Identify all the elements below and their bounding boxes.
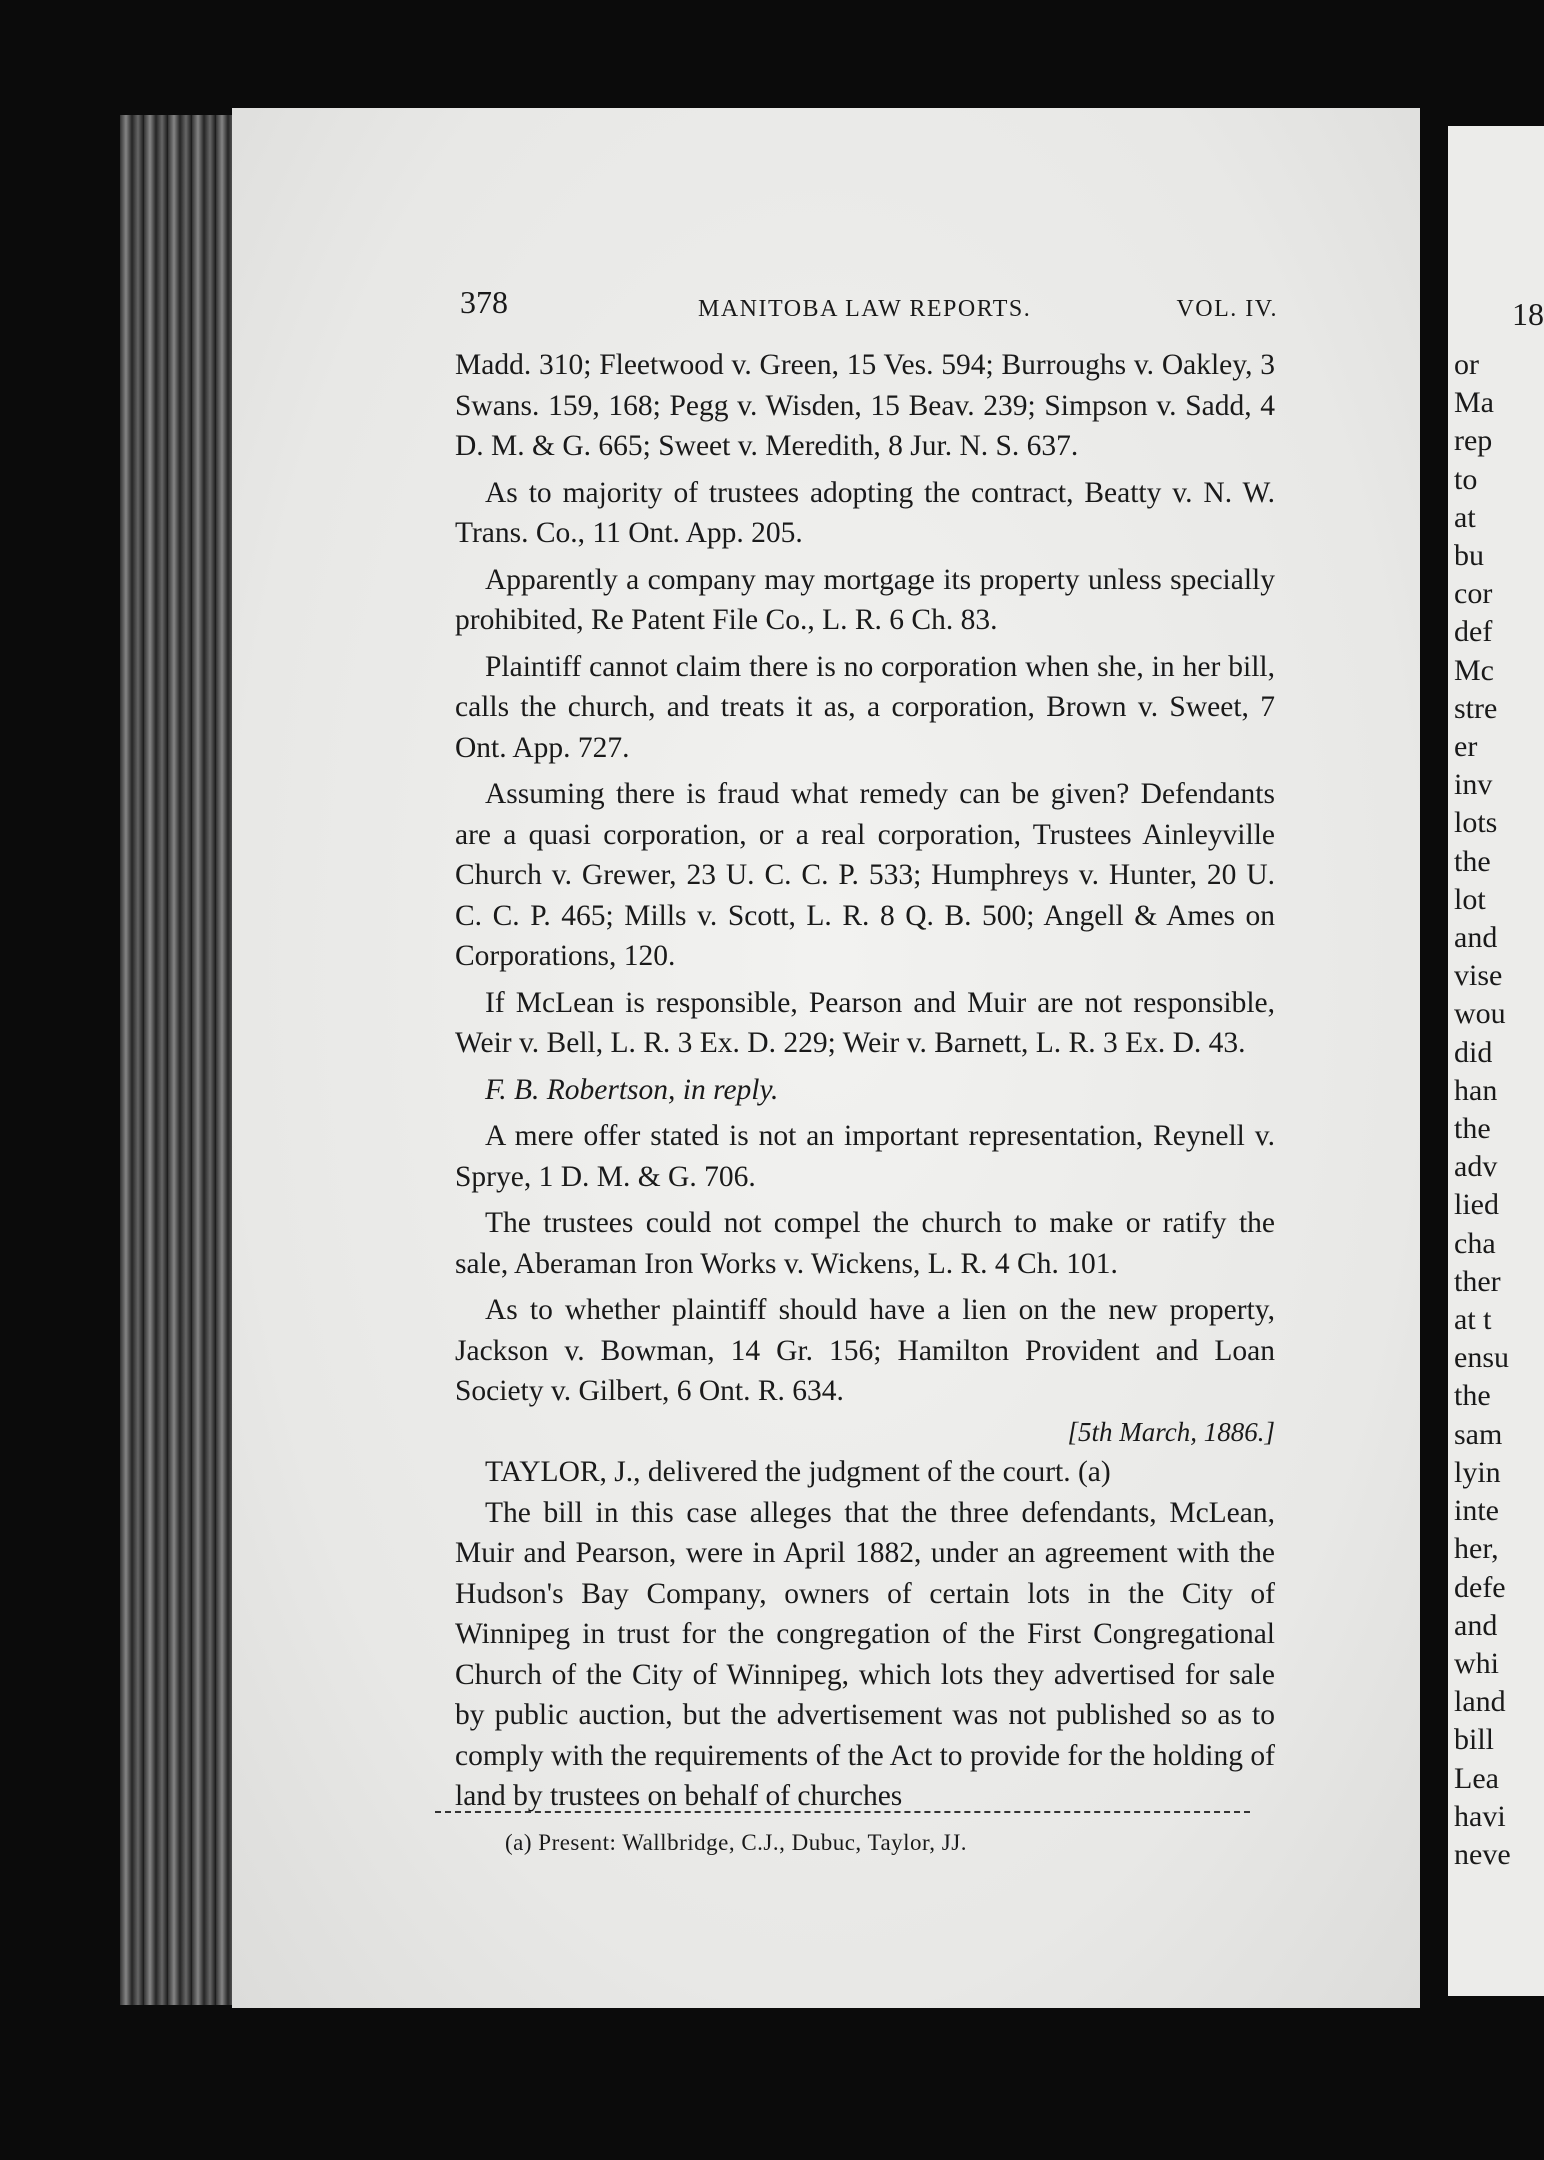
page-body: [455, 345, 1275, 1817]
argument-paragraph: Plaintiff cannot claim there is no corporation when she, in her bill, calls the church, and treats it as, a corporation, Brown v. Sweet, 7 Ont. App. 727.: [455, 650, 1275, 764]
facing-line-fragment: adv: [1454, 1150, 1498, 1184]
facing-line-fragment: whi: [1454, 1646, 1499, 1680]
facing-line-fragment: and: [1454, 1608, 1498, 1642]
facing-line-fragment: bill: [1454, 1723, 1495, 1757]
facing-line-fragment: inv: [1454, 768, 1493, 802]
facing-line-fragment: to: [1454, 462, 1478, 496]
facing-line-fragment: wou: [1454, 997, 1506, 1031]
facing-line-fragment: the: [1454, 1112, 1491, 1146]
argument-paragraph: The trustees could not compel the church to make or ratify the sale, Aberaman Iron Works v. Wickens, L. R. 4 Ch. 101.: [455, 1207, 1275, 1280]
facing-line-fragment: neve: [1454, 1837, 1511, 1871]
facing-line-fragment: Lea: [1454, 1761, 1499, 1795]
facing-line-fragment: lots: [1454, 806, 1498, 840]
facing-line-fragment: er: [1454, 730, 1478, 764]
volume-label: VOL. IV.: [1176, 296, 1278, 322]
facing-line-fragment: ensu: [1454, 1341, 1509, 1375]
facing-line-fragment: vise: [1454, 959, 1503, 993]
facing-page-number: 18: [1512, 296, 1544, 332]
argument-paragraph: Apparently a company may mortgage its property unless specially prohibited, Re Patent File Co., L. R. 6 Ch. 83.: [455, 563, 1275, 636]
footnote-rule: [435, 1811, 1250, 1813]
facing-line-fragment: def: [1454, 615, 1493, 649]
facing-line-fragment: defe: [1454, 1570, 1506, 1604]
facing-line-fragment: at t: [1454, 1303, 1492, 1337]
judgment-date: [5th March, 1886.]: [1067, 1416, 1275, 1447]
facing-line-fragment: at: [1454, 500, 1476, 534]
facing-line-fragment: did: [1454, 1035, 1493, 1069]
facing-line-fragment: bu: [1454, 539, 1484, 573]
facing-page: [1448, 126, 1544, 1996]
counsel-reply: F. B. Robertson, in reply.: [485, 1073, 779, 1106]
page-number: 378: [460, 284, 508, 320]
facing-line-fragment: lyin: [1454, 1455, 1501, 1489]
judgment-paragraph: The bill in this case alleges that the three defendants, McLean, Muir and Pearson, were in April 1882, under an agreement with the Hudson's Bay Company, owners of certain lots in the City of Winnipeg in trust for the congregation of the First Congregational Church of the City of Winnipeg, which lots they advertised for sale by public auction, but the advertisement was not published so as to comply with the requirements of the Act to provide for the holding of land by trustees on behalf of churches: [455, 1496, 1275, 1812]
facing-line-fragment: the: [1454, 844, 1491, 878]
facing-page-text: [1454, 346, 1544, 1874]
facing-line-fragment: stre: [1454, 691, 1498, 725]
footnote: (a) Present: Wallbridge, C.J., Dubuc, Taylor, JJ.: [505, 1830, 967, 1855]
facing-line-fragment: cor: [1454, 577, 1493, 611]
argument-paragraph: As to whether plaintiff should have a lien on the new property, Jackson v. Bowman, 14 Gr. 156; Hamilton Provident and Loan Society v. Gilbert, 6 Ont. R. 634.: [455, 1294, 1275, 1407]
facing-line-fragment: and: [1454, 921, 1498, 955]
facing-line-fragment: lot: [1454, 882, 1486, 916]
facing-line-fragment: land: [1454, 1685, 1506, 1719]
argument-paragraph: As to majority of trustees adopting the contract, Beatty v. N. W. Trans. Co., 11 Ont. App. 205.: [455, 476, 1275, 549]
judgment-intro: TAYLOR, J., delivered the judgment of the court. (a): [485, 1456, 1111, 1488]
binding-edge: [120, 115, 232, 2005]
facing-line-fragment: lied: [1454, 1188, 1499, 1222]
facing-line-fragment: ther: [1454, 1264, 1501, 1298]
facing-line-fragment: Ma: [1454, 386, 1494, 420]
facing-line-fragment: havi: [1454, 1799, 1506, 1833]
argument-paragraph: If McLean is responsible, Pearson and Muir are not responsible, Weir v. Bell, L. R. 3 Ex. D. 229; Weir v. Barnett, L. R. 3 Ex. D. 43.: [455, 986, 1275, 1059]
facing-line-fragment: the: [1454, 1379, 1491, 1413]
facing-line-fragment: cha: [1454, 1226, 1496, 1260]
facing-line-fragment: inte: [1454, 1494, 1499, 1528]
running-title: MANITOBA LAW REPORTS.: [698, 296, 1032, 322]
facing-line-fragment: han: [1454, 1073, 1498, 1107]
argument-paragraph: Assuming there is fraud what remedy can be given? Defendants are a quasi corporation, or a real corporation, Trustees Ainleyville Church v. Grewer, 23 U. C. C. P. 533; Humphreys v. Hunter, 20 U. C. C. P. 465; Mills v. Scott, L. R. 8 Q. B. 500; Angell & Ames on Corporations, 120.: [455, 778, 1275, 972]
argument-paragraph: A mere offer stated is not an important representation, Reynell v. Sprye, 1 D. M. & G. 706.: [455, 1120, 1275, 1193]
argument-paragraph: Madd. 310; Fleetwood v. Green, 15 Ves. 594; Burroughs v. Oakley, 3 Swans. 159, 168; Pegg v. Wisden, 15 Beav. 239; Simpson v. Sadd, 4 D. M. & G. 665; Sweet v. Meredith, 8 Jur. N. S. 637.: [455, 349, 1275, 462]
facing-line-fragment: rep: [1454, 424, 1493, 458]
facing-line-fragment: Mc: [1454, 653, 1494, 687]
facing-line-fragment: sam: [1454, 1417, 1503, 1451]
facing-line-fragment: her,: [1454, 1532, 1499, 1566]
facing-line-fragment: or: [1454, 348, 1479, 381]
running-head: [460, 284, 1280, 330]
